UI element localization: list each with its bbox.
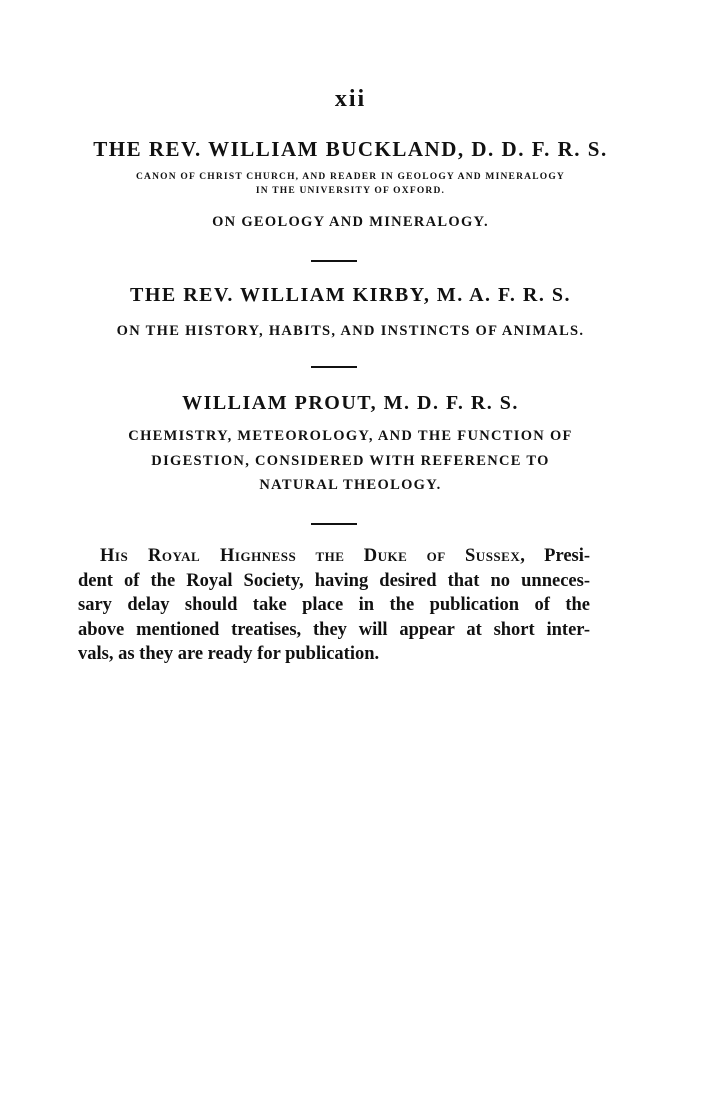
- note-line: vals, as they are ready for publication.: [78, 644, 380, 664]
- note-line: [78, 544, 590, 569]
- note-line: dent of the Royal Society, having desired that no unneces-: [78, 570, 590, 591]
- note-text: , Presi-: [520, 546, 591, 566]
- author-buckland: THE REV. WILLIAM BUCKLAND, D. D. F. R. S.: [93, 137, 608, 161]
- section-divider: [311, 523, 357, 525]
- note-line: above mentioned treatises, they will appear at short inter-: [78, 619, 590, 640]
- author-kirby: THE REV. WILLIAM KIRBY, M. A. F. R. S.: [130, 284, 571, 306]
- note-smallcaps: Sussex: [465, 546, 521, 566]
- publication-note: [78, 544, 590, 667]
- section-divider: [311, 260, 357, 262]
- note-smallcaps: His Royal Highness: [100, 546, 297, 566]
- treatise-chemistry-line-2: DIGESTION, CONSIDERED WITH REFERENCE TO: [151, 453, 550, 469]
- note-smallcaps: Duke: [363, 546, 408, 566]
- note-smallcaps: the: [315, 546, 345, 566]
- treatise-chemistry-line-1: CHEMISTRY, METEOROLOGY, AND THE FUNCTION OF: [128, 428, 573, 444]
- author-buckland-office-line-2: IN THE UNIVERSITY OF OXFORD.: [255, 186, 446, 196]
- note-smallcaps: of: [426, 546, 446, 566]
- treatise-chemistry-line-3: NATURAL THEOLOGY.: [259, 477, 442, 493]
- treatise-animals: ON THE HISTORY, HABITS, AND INSTINCTS OF ANIMALS.: [116, 323, 585, 339]
- author-buckland-office-line-1: CANON OF CHRIST CHURCH, AND READER IN GEOLOGY AND MINERALOGY: [136, 172, 565, 182]
- author-prout: WILLIAM PROUT, M. D. F. R. S.: [182, 392, 519, 414]
- note-line: sary delay should take place in the publication of the: [78, 595, 590, 615]
- section-divider: [311, 366, 357, 368]
- treatise-geology: ON GEOLOGY AND MINERALOGY.: [212, 214, 489, 230]
- page-number: xii: [334, 86, 367, 112]
